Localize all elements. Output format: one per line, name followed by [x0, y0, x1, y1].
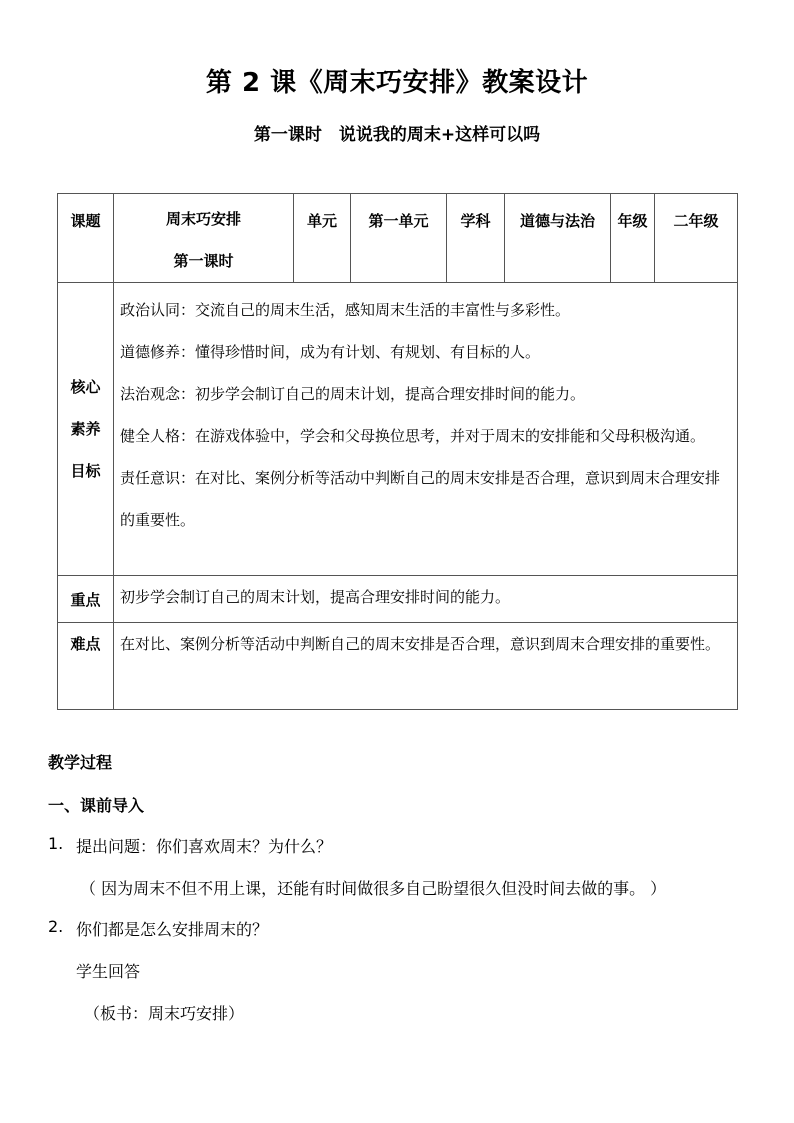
key-point-row — [58, 576, 738, 623]
difficulty-row — [58, 623, 738, 710]
literacy-item-responsibility: 责任意识：在对比、案例分析等活动中判断自己的周末安排是否合理，意识到周末合理安排的重要性。 — [120, 469, 721, 529]
grade-label-cell: 年级 — [611, 194, 655, 283]
grade-value-cell: 二年级 — [655, 194, 738, 283]
board-note: （板书：周末巧安排） — [84, 1004, 245, 1023]
literacy-label-cell — [58, 283, 114, 576]
literacy-label-line3: 目标 — [70, 462, 101, 480]
literacy-item-law: 法治观念：初步学会制订自己的周末计划，提高合理安排时间的能力。 — [120, 385, 586, 403]
unit-label-cell: 单元 — [294, 194, 351, 283]
document-subtitle: 第一课时 说说我的周末+这样可以吗 — [253, 125, 541, 145]
lesson-info-table — [57, 193, 738, 710]
literacy-row — [58, 283, 738, 576]
key-point-label: 重点 — [58, 576, 114, 623]
question2-text: 你们都是怎么安排周末的？ — [76, 920, 269, 939]
difficulty-label: 难点 — [58, 623, 114, 710]
table-header-row — [58, 194, 738, 283]
key-point-text: 初步学会制订自己的周末计划，提高合理安排时间的能力。 — [114, 576, 738, 623]
literacy-item-personality: 健全人格：在游戏体验中，学会和父母换位思考，并对于周末的安排能和父母积极沟通。 — [120, 427, 706, 445]
literacy-item-political: 政治认同：交流自己的周末生活，感知周末生活的丰富性与多彩性。 — [120, 301, 571, 319]
unit-value-cell: 第一单元 — [351, 194, 447, 283]
literacy-label-line2: 素养 — [70, 420, 101, 438]
literacy-item-moral: 道德修养：懂得珍惜时间，成为有计划、有规划、有目标的人。 — [120, 343, 541, 361]
topic-label-cell: 课题 — [58, 194, 114, 283]
topic-value-cell — [114, 194, 294, 283]
section-intro-heading: 一、课前导入 — [48, 796, 145, 815]
topic-value-line2: 第一课时 — [173, 252, 234, 270]
question2-number: 2. — [48, 917, 64, 936]
question1-text: 提出问题：你们喜欢周末？为什么？ — [76, 837, 333, 856]
literacy-label-line1: 核心 — [70, 378, 101, 396]
topic-value-line1: 周末巧安排 — [165, 210, 241, 228]
literacy-content-cell — [114, 283, 738, 576]
process-heading: 教学过程 — [48, 753, 113, 772]
question1-number: 1. — [48, 834, 64, 853]
subject-value-cell: 道德与法治 — [505, 194, 611, 283]
difficulty-text: 在对比、案例分析等活动中判断自己的周末安排是否合理，意识到周末合理安排的重要性。 — [114, 623, 738, 710]
question2-answer: 学生回答 — [76, 962, 141, 981]
document-title: 第 2 课《周末巧安排》教案设计 — [205, 68, 589, 98]
subject-label-cell: 学科 — [447, 194, 505, 283]
question1-answer: （ 因为周末不但不用上课，还能有时间做很多自己盼望很久但没时间去做的事。 ） — [80, 879, 667, 898]
